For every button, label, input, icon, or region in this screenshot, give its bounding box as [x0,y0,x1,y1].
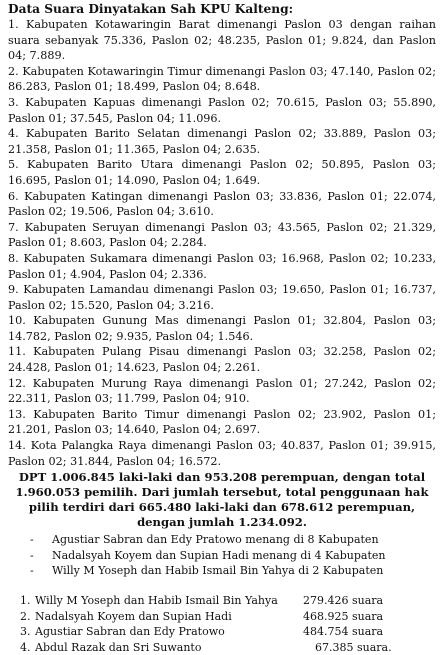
district-results-list [8,17,436,469]
district-result: 6. Kabupaten Katingan dimenangi Paslon 03; 33.836, Paslon 01; 22.074, Paslon 02; 19.506, Paslon 04; 3.610. [8,189,436,219]
district-result: 13. Kabupaten Barito Timur dimenangi Paslon 02; 23.902, Paslon 01; 21.201, Paslon 03; 14.640, Paslon 04; 2.697. [8,407,436,437]
district-result: 7. Kabupaten Seruyan dimenangi Paslon 03; 43.565, Paslon 02; 21.329, Paslon 01; 8.603, Paslon 04; 2.284. [8,220,436,250]
candidate-names: Nadalsyah Koyem dan Supian Hadi [35,609,232,623]
bullet-dash: - [30,533,34,547]
dpt-summary: DPT 1.006.845 laki-laki dan 953.208 perempuan, dengan total 1.960.053 pemilih. Dari jumlah tersebut, total penggunaan hak pilih terdiri dari 665.480 laki-laki dan 678.612 perempuan, dengan jumlah 1.234.092. [15,470,429,530]
result-number: 2. [20,609,31,623]
district-result: 2. Kabupaten Kotawaringin Timur dimenangi Paslon 03; 47.140, Paslon 02; 86.283, Paslon 01; 18.499, Paslon 04; 8.648. [8,64,436,94]
result-number: 4. [20,640,31,654]
winner-item [30,548,436,564]
candidate-result [20,640,436,655]
winner-item [30,563,436,579]
district-result: 12. Kabupaten Murung Raya dimenangi Paslon 01; 27.242, Paslon 02; 22.311, Paslon 03; 11.799, Paslon 04; 910. [8,376,436,406]
winners-list [8,532,436,579]
winner-text: Willy M Yoseph dan Habib Ismail Bin Yahya di 2 Kabupaten [52,564,384,578]
winner-text: Nadalsyah Koyem dan Supian Hadi menang di 4 Kabupaten [52,548,386,562]
vote-count: 67.385 suara. [315,640,392,654]
bullet-dash: - [30,548,34,562]
district-result: 10. Kabupaten Gunung Mas dimenangi Paslon 01; 32.804, Paslon 03; 14.782, Paslon 02; 9.935, Paslon 04; 1.546. [8,314,436,343]
district-result: 14. Kota Palangka Raya dimenangi Paslon 03; 40.837, Paslon 01; 39.915, Paslon 02; 31.844, Paslon 04; 16.572. [8,439,436,468]
result-number: 3. [20,625,31,639]
district-result: 1. Kabupaten Kotawaringin Barat dimenangi Paslon 03 dengan raihan suara sebanyak 75.336, Paslon 02; 48.235, Paslon 01; 9.824, dan Paslon 04; 7.889. [8,18,436,63]
vote-count: 279.426 suara [303,594,384,607]
candidate-names: Abdul Razak dan Sri Suwanto [35,640,202,654]
document-heading: Data Suara Dinyatakan Sah KPU Kalteng: [8,2,294,16]
winner-item [30,532,436,548]
candidate-result [20,593,436,609]
candidate-names: Willy M Yoseph dan Habib Ismail Bin Yahya [35,594,278,607]
candidate-result [20,624,436,640]
district-result: 5. Kabupaten Barito Utara dimenangi Paslon 02; 50.895, Paslon 03; 16.695, Paslon 01; 14.090, Paslon 04; 1.649. [8,158,436,187]
district-result: 9. Kabupaten Lamandau dimenangi Paslon 03; 19.650, Paslon 01; 16.737, Paslon 02; 15.520, Paslon 04; 3.216. [8,283,436,312]
district-result: 4. Kabupaten Barito Selatan dimenangi Paslon 02; 33.889, Paslon 03; 21.358, Paslon 01; 11.365, Paslon 04; 2.635. [8,127,436,156]
candidate-result [20,609,436,625]
bullet-dash: - [30,564,34,578]
vote-count: 484.754 suara [303,625,384,639]
district-result: 3. Kabupaten Kapuas dimenangi Paslon 02; 70.615, Paslon 03; 55.890, Paslon 01; 37.545, Paslon 04; 11.096. [8,95,436,125]
winner-text: Agustiar Sabran dan Edy Pratowo menang di 8 Kabupaten [52,533,379,547]
result-number: 1. [20,594,31,607]
district-result: 11. Kabupaten Pulang Pisau dimenangi Paslon 03; 32.258, Paslon 02; 24.428, Paslon 01; 14.623, Paslon 04; 2.261. [8,345,436,375]
vote-count: 468.925 suara [303,609,384,623]
final-results-list [8,593,436,655]
section-spacer [8,579,436,593]
candidate-names: Agustiar Sabran dan Edy Pratowo [35,625,225,639]
district-result: 8. Kabupaten Sukamara dimenangi Paslon 03; 16.968, Paslon 02; 10.233, Paslon 01; 4.904, Paslon 04; 2.336. [8,251,436,281]
